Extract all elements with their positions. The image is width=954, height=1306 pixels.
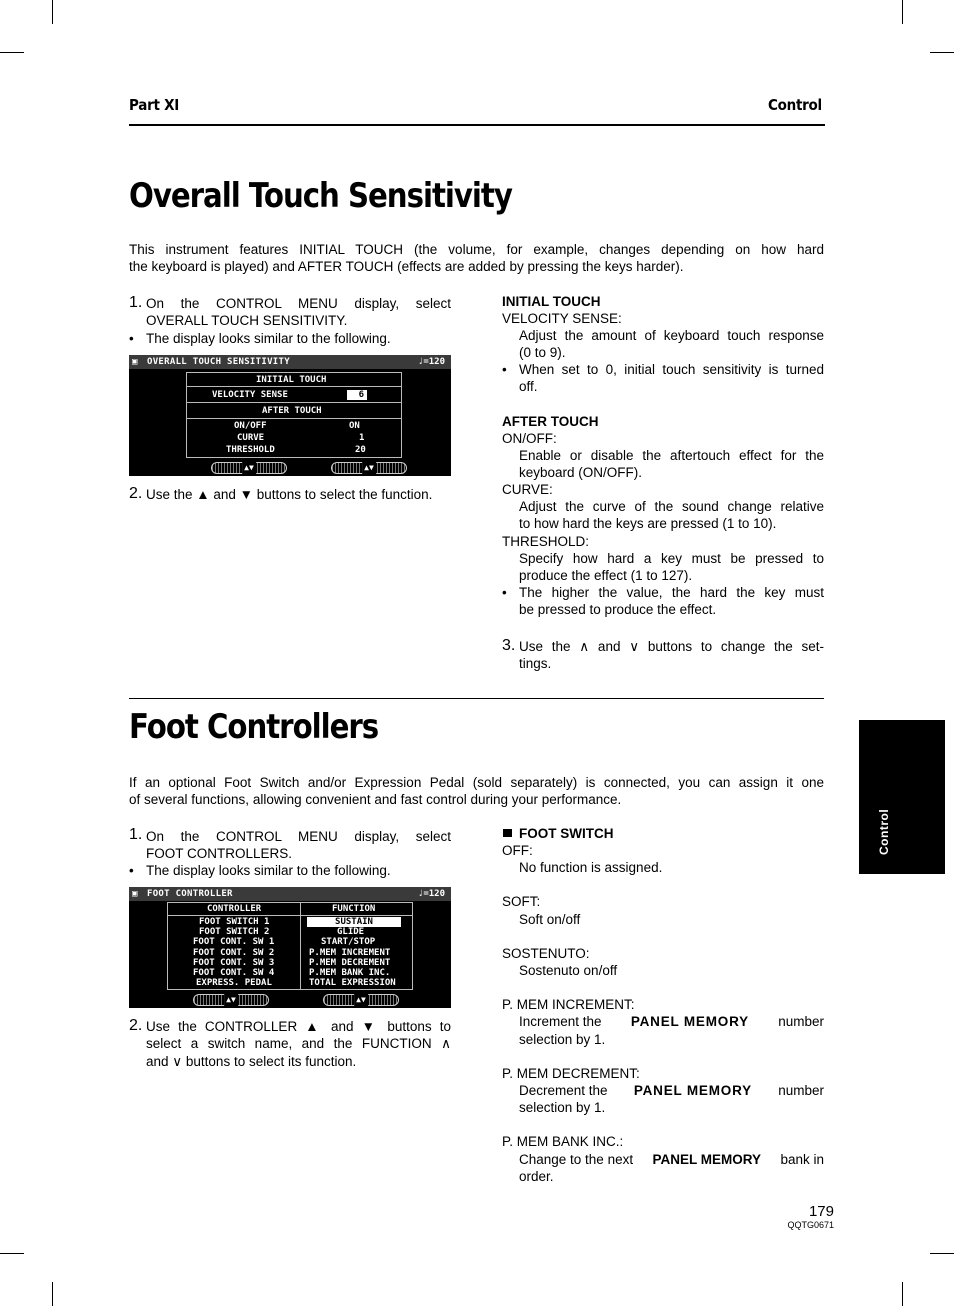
crop-mark	[52, 1282, 53, 1306]
term: P. MEM DECREMENT:	[502, 1066, 640, 1081]
lcd-function-item[interactable]: P.MEM DECREMENT	[309, 957, 391, 968]
term: CURVE:	[502, 482, 553, 497]
term: VELOCITY SENSE:	[502, 311, 622, 326]
updown-arrow-icon: ▲▼	[356, 995, 366, 1004]
step-text: tings.	[519, 656, 552, 671]
lcd-updown-button[interactable]	[211, 462, 287, 474]
crop-mark	[52, 0, 53, 24]
term-desc: Adjust the amount of keyboard touch response	[519, 328, 824, 343]
desc-part: Change to the next	[519, 1152, 634, 1167]
lcd-divider	[187, 402, 402, 403]
lcd-after-label: AFTER TOUCH	[262, 406, 322, 416]
step-text: OVERALL TOUCH SENSITIVITY.	[146, 313, 348, 328]
lcd-divider	[187, 386, 402, 387]
step-number: 3.	[502, 637, 516, 654]
lcd-velocity-value[interactable]: 6	[347, 390, 367, 400]
step-text: select a switch name, and the FUNCTION ∧	[146, 1036, 451, 1051]
term-desc	[519, 1082, 824, 1099]
lcd-title: FOOT CONTROLLER	[147, 889, 233, 899]
lcd-controller-item[interactable]: FOOT SWITCH 1	[199, 917, 270, 927]
step-text: Use the ∧ and ∨ buttons to change the set-	[519, 639, 824, 654]
step-text: Use the ▲ and ▼ buttons to select the function.	[146, 487, 433, 502]
square-bullet-icon	[503, 829, 512, 837]
lcd-foot-display	[129, 887, 451, 1008]
term-desc: Sostenuto on/off	[519, 963, 618, 978]
crop-mark	[930, 1253, 954, 1254]
lcd-curve-label[interactable]: CURVE	[237, 433, 265, 443]
step-text: and ∨ buttons to select its function.	[146, 1054, 357, 1069]
term-desc	[519, 1151, 824, 1168]
updown-arrow-icon: ▲▼	[244, 463, 254, 472]
term: THRESHOLD:	[502, 534, 590, 549]
page-number: 179	[808, 1203, 834, 1220]
term-desc: order.	[519, 1169, 554, 1184]
bullet-text: • The higher the value, the hard the key must	[519, 584, 824, 601]
lcd-function-item[interactable]: P.MEM BANK INC.	[309, 968, 391, 978]
term: SOSTENUTO:	[502, 946, 590, 961]
bullet-text: • The display looks similar to the following.	[146, 330, 391, 347]
lcd-col-controller: CONTROLLER	[207, 904, 262, 914]
desc-part: Increment the	[519, 1014, 602, 1029]
desc-part: bank in	[780, 1152, 824, 1167]
section-title-touch: Overall Touch Sensitivity	[129, 176, 512, 216]
crop-mark	[930, 52, 954, 53]
lcd-menu-icon: ▣	[132, 357, 138, 367]
term-desc: Soft on/off	[519, 912, 581, 927]
step-number: 2.	[129, 485, 143, 502]
header-rule	[129, 124, 825, 126]
term-desc: Specify how hard a key must be pressed to	[519, 551, 824, 566]
term-desc: (0 to 9).	[519, 345, 566, 360]
side-tab-label: Control	[877, 808, 891, 855]
lcd-controller-item[interactable]: FOOT CONT. SW 1	[193, 937, 275, 948]
lcd-updown-button[interactable]	[331, 462, 407, 474]
crop-mark	[0, 52, 24, 53]
updown-arrow-icon: ▲▼	[226, 995, 236, 1004]
term-desc: selection by 1.	[519, 1100, 606, 1115]
step-number: 1.	[129, 294, 143, 311]
lcd-updown-button[interactable]	[193, 994, 269, 1006]
step-text: On the CONTROL MENU display, select	[146, 296, 451, 311]
header-part: Part XI	[129, 96, 180, 114]
term-desc: produce the effect (1 to 127).	[519, 568, 693, 583]
lcd-function-item[interactable]: SUSTAIN	[307, 917, 401, 927]
desc-part: Decrement the	[519, 1083, 608, 1098]
panel-memory-term: PANEL MEMORY	[630, 1014, 749, 1029]
lcd-title: OVERALL TOUCH SENSITIVITY	[147, 357, 290, 367]
step-number: 1.	[129, 826, 143, 843]
lcd-controller-item[interactable]: FOOT CONT. SW 2	[193, 947, 275, 958]
lcd-function-item[interactable]: GLIDE	[337, 927, 365, 938]
lcd-menu-icon: ▣	[132, 889, 138, 899]
section-divider	[129, 698, 824, 699]
lcd-onoff-value[interactable]: ON	[349, 421, 360, 431]
term-desc: Adjust the curve of the sound change relative	[519, 499, 824, 514]
term: P. MEM INCREMENT:	[502, 997, 635, 1012]
step-text: On the CONTROL MENU display, select	[146, 829, 451, 844]
crop-mark	[902, 1282, 903, 1306]
header-section: Control	[768, 96, 822, 114]
crop-mark	[902, 0, 903, 24]
lcd-divider	[187, 418, 402, 419]
subhead-foot-switch: FOOT SWITCH	[519, 826, 614, 841]
term-desc: selection by 1.	[519, 1032, 606, 1047]
lcd-controller-item[interactable]: FOOT CONT. SW 3	[193, 957, 275, 968]
lcd-velocity-label[interactable]: VELOCITY SENSE	[212, 390, 288, 400]
lcd-threshold-label[interactable]: THRESHOLD	[226, 445, 275, 455]
side-tab-control	[859, 720, 945, 874]
step-text: FOOT CONTROLLERS.	[146, 846, 293, 861]
desc-part: number	[778, 1083, 824, 1098]
desc-part: number	[778, 1014, 824, 1029]
lcd-initial-label: INITIAL TOUCH	[256, 375, 327, 385]
subhead-after-touch: AFTER TOUCH	[502, 414, 599, 429]
term-desc: to how hard the keys are pressed (1 to 10).	[519, 516, 777, 531]
term: P. MEM BANK INC.:	[502, 1134, 624, 1149]
lcd-controller-item[interactable]: FOOT SWITCH 2	[199, 927, 270, 938]
step-text: Use the CONTROLLER ▲ and ▼ buttons to	[146, 1019, 451, 1034]
lcd-touch-display	[129, 355, 451, 476]
subhead-initial-touch: INITIAL TOUCH	[502, 294, 601, 309]
lcd-tempo: ♩=120	[417, 357, 445, 367]
lcd-function-item[interactable]: START/STOP	[321, 937, 376, 948]
lcd-col-function: FUNCTION	[332, 904, 376, 914]
bullet-text: • The display looks similar to the following.	[146, 862, 391, 879]
intro-line: of several functions, allowing convenient and fast control during your performance.	[129, 792, 622, 807]
bullet-text: off.	[519, 379, 538, 394]
updown-arrow-icon: ▲▼	[364, 463, 374, 472]
lcd-controller-item[interactable]: EXPRESS. PEDAL	[196, 978, 272, 989]
term-desc: Enable or disable the aftertouch effect for the	[519, 448, 824, 463]
step-number: 2.	[129, 1017, 143, 1034]
lcd-updown-button[interactable]	[323, 994, 399, 1006]
bullet-text: • When set to 0, initial touch sensitivity is turned	[519, 361, 824, 378]
lcd-function-item[interactable]: P.MEM INCREMENT	[309, 947, 391, 958]
term: SOFT:	[502, 894, 541, 909]
lcd-controller-item[interactable]: FOOT CONT. SW 4	[193, 968, 275, 978]
panel-memory-term: PANEL MEMORY	[652, 1152, 762, 1167]
lcd-tempo: ♩=120	[417, 889, 445, 899]
section-title-foot: Foot Controllers	[129, 707, 379, 747]
intro-line: If an optional Foot Switch and/or Expression Pedal (sold separately) is connected, you can assign it one	[129, 775, 824, 790]
term-desc: keyboard (ON/OFF).	[519, 465, 643, 480]
lcd-onoff-label[interactable]: ON/OFF	[234, 421, 267, 431]
document-code: QQTG0671	[787, 1220, 834, 1230]
term: OFF:	[502, 843, 533, 858]
term-desc	[519, 1013, 824, 1030]
intro-line: the keyboard is played) and AFTER TOUCH (effects are added by pressing the keys harder).	[129, 259, 684, 274]
lcd-threshold-value[interactable]: 20	[355, 445, 366, 455]
intro-line: This instrument features INITIAL TOUCH (the volume, for example, changes depending on how hard	[129, 242, 824, 257]
crop-mark	[0, 1253, 24, 1254]
lcd-divider	[168, 915, 413, 916]
lcd-function-item[interactable]: TOTAL EXPRESSION	[309, 978, 396, 989]
term-desc: No function is assigned.	[519, 860, 663, 875]
panel-memory-term: PANEL MEMORY	[633, 1083, 752, 1098]
lcd-curve-value[interactable]: 1	[359, 433, 365, 443]
term: ON/OFF:	[502, 431, 557, 446]
bullet-text: be pressed to produce the effect.	[519, 602, 717, 617]
